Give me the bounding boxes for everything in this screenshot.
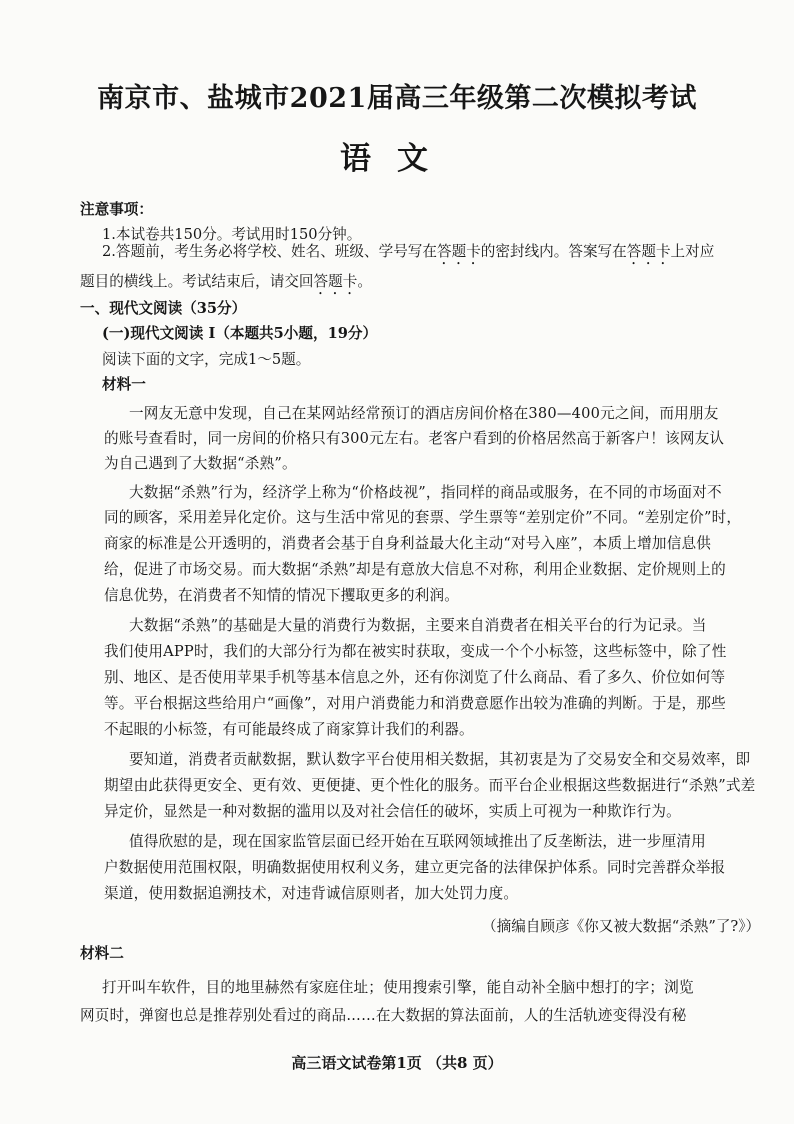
paragraph-line: 同的顾客，采用差异化定价。这与生活中常见的套票、学生票等“差别定价”不同。“差别定价”时， — [104, 509, 742, 526]
reading-instruction: 阅读下面的文字，完成1～5题。 — [102, 351, 311, 368]
paragraph-line: 值得欣慰的是，现在国家监管层面已经开始在互联网领域推出了反垄断法，进一步厘清用 — [129, 833, 706, 850]
paragraph-line: 别、地区、是否使用苹果手机等基本信息之外，还有你浏览了什么商品、看了多久、价位如何等 — [104, 669, 726, 686]
notice-item-1: 1.本试卷共150分。考试用时150分钟。 — [102, 226, 362, 243]
paragraph-line: 户数据使用范围权限，明确数据使用权利义务，建立更完备的法律保护体系。同时完善群众举报 — [104, 859, 726, 876]
paragraph-line: 不起眼的小标签，有可能最终成了商家算计我们的利器。 — [104, 721, 474, 738]
paragraph-line: 给，促进了市场交易。而大数据“杀熟”却是有意放大信息不对称，利用企业数据、定价规则上的 — [104, 561, 726, 578]
emphasis-answer-card: 答题卡 — [313, 273, 358, 290]
notice-item-2-cont: 题目的横线上。考试结束后，请交回答题卡。 — [80, 273, 372, 290]
emphasis-answer-card: 答题卡 — [626, 243, 671, 260]
notice-item-2: 2.答题前，考生务必将学校、姓名、班级、学号写在答题卡的密封线内。答案写在答题卡上对应 — [102, 243, 715, 260]
notice-heading: 注意事项： — [80, 201, 153, 218]
paragraph-line: 一网友无意中发现，自己在某网站经常预订的酒店房间价格在380—400元之间，而用朋友 — [129, 405, 719, 422]
paragraph-line: 大数据“杀熟”行为，经济学上称为“价格歧视”，指同样的商品或服务，在不同的市场面对不 — [129, 484, 722, 501]
paragraph-line: 打开叫车软件，目的地里赫然有家庭住址；使用搜索引擎，能自动补全脑中想打的字；浏览 — [102, 979, 694, 996]
paragraph-line: 异定价，显然是一种对数据的滥用以及对社会信任的破坏，实质上可视为一种欺诈行为。 — [104, 803, 681, 820]
sub-section-heading: (一)现代文阅读 I（本题共5小题，19分） — [102, 325, 378, 342]
paragraph-line: 商家的标准是公开透明的，消费者会基于自身利益最大化主动“对号入座”，本质上增加信息供 — [104, 535, 712, 552]
subject-title: 语文 — [340, 141, 454, 177]
exam-title: 南京市、盐城市2021届高三年级第二次模拟考试 — [97, 83, 697, 114]
section-heading: 一、现代文阅读（35分） — [80, 300, 247, 317]
paragraph-line: 网页时，弹窗也总是推荐别处看过的商品……在大数据的算法面前，人的生活轨迹变得没有秘 — [80, 1007, 687, 1024]
paragraph-line: 要知道，消费者贡献数据，默认数字平台使用相关数据，其初衷是为了交易安全和交易效率，即 — [129, 751, 751, 768]
paragraph-line: 等。平台根据这些给用户“画像”，对用户消费能力和消费意愿作出较为准确的判断。于是，那些 — [104, 695, 726, 712]
material-1-label: 材料一 — [102, 376, 146, 393]
page-footer: 高三语文试卷第1页 （共8 页） — [291, 1054, 503, 1072]
paragraph-line: 期望由此获得更安全、更有效、更便捷、更个性化的服务。而平台企业根据这些数据进行“杀熟”式差 — [104, 777, 756, 794]
paragraph-line: 的账号查看时，同一房间的价格只有300元左右。老客户看到的价格居然高于新客户！该网友认 — [104, 430, 725, 447]
paragraph-line: 我们使用APP时，我们的大部分行为都在被实时获取，变成一个个小标签，这些标签中，除了性 — [104, 643, 727, 660]
paragraph-line: 大数据“杀熟”的基础是大量的消费行为数据，主要来自消费者在相关平台的行为记录。当 — [129, 617, 707, 634]
emphasis-answer-card: 答题卡 — [437, 243, 481, 260]
paragraph-line: 信息优势，在消费者不知情的情况下攫取更多的利润。 — [104, 587, 460, 604]
source-citation: （摘编自顾彦《你又被大数据“杀熟”了?》） — [482, 918, 761, 935]
paragraph-line: 为自己遇到了大数据“杀熟”。 — [104, 455, 297, 472]
paragraph-line: 渠道，使用数据追溯技术，对违背诚信原则者，加大处罚力度。 — [104, 885, 519, 902]
material-2-label: 材料二 — [80, 945, 124, 962]
